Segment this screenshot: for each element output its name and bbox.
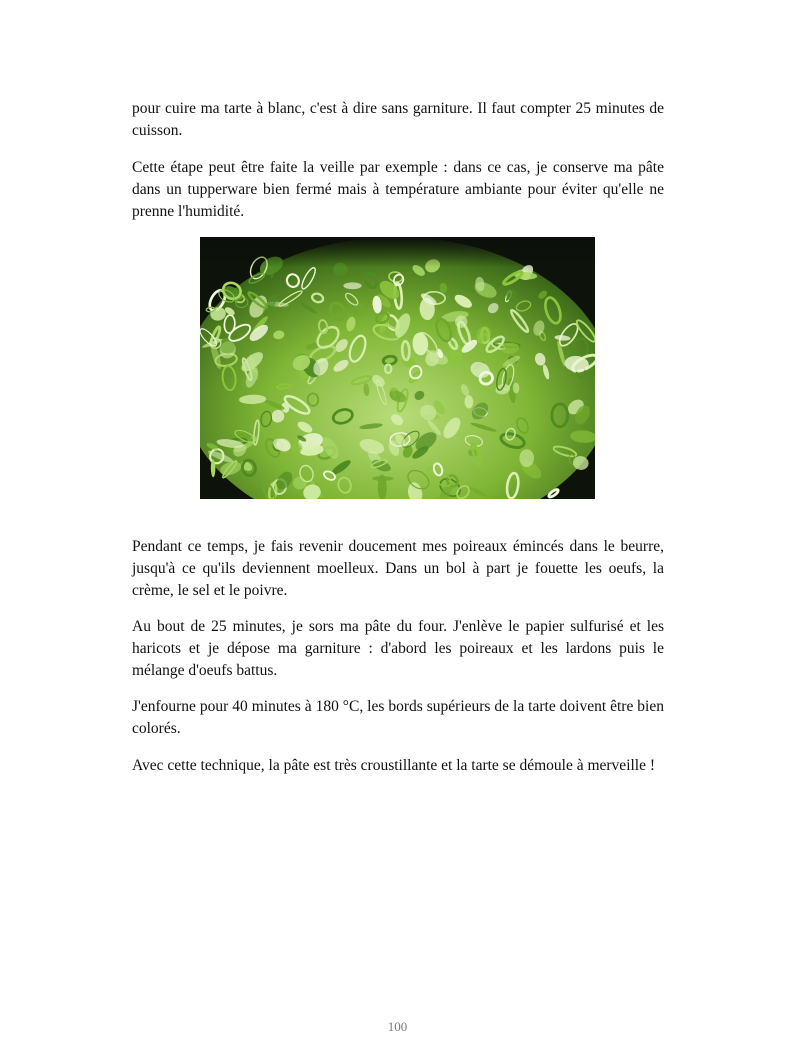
paragraph-conclusion: Avec cette technique, la pâte est très croustillante et la tarte se démoule à merveille ! — [132, 757, 656, 774]
paragraph-remove-from-oven: Au bout de 25 minutes, je sors ma pâte du four. J'enlève le papier sulfurisé et les haricots et je dépose ma garniture : d'abord les poireaux et les lardons puis le mélange d'oeufs battus. — [132, 618, 664, 679]
leek-slice — [372, 476, 393, 481]
paragraph-prepare-day-before: Cette étape peut être faite la veille par exemple : dans ce cas, je conserve ma pâte dans un tupperware bien fermé mais à température ambiante pour éviter qu'elle ne prenne l'humidité. — [132, 159, 664, 220]
paragraph-tart-blind-baking: pour cuire ma tarte à blanc, c'est à dire sans garniture. Il faut compter 25 minutes de cuisson. — [132, 100, 664, 139]
page-number: 100 — [387, 1019, 408, 1034]
paragraph-cook-leeks: Pendant ce temps, je fais revenir doucement mes poireaux émincés dans le beurre, jusqu'à ce qu'ils deviennent moelleux. Dans un bol à part je fouette les oeufs, la crème, le sel et le poivre. — [132, 538, 664, 599]
paragraph-bake-time: J'enfourne pour 40 minutes à 180 °C, les bords supérieurs de la tarte doivent être bien colorés. — [132, 698, 664, 737]
leek-slice — [343, 282, 361, 289]
leeks-cooking-photo — [200, 237, 595, 499]
